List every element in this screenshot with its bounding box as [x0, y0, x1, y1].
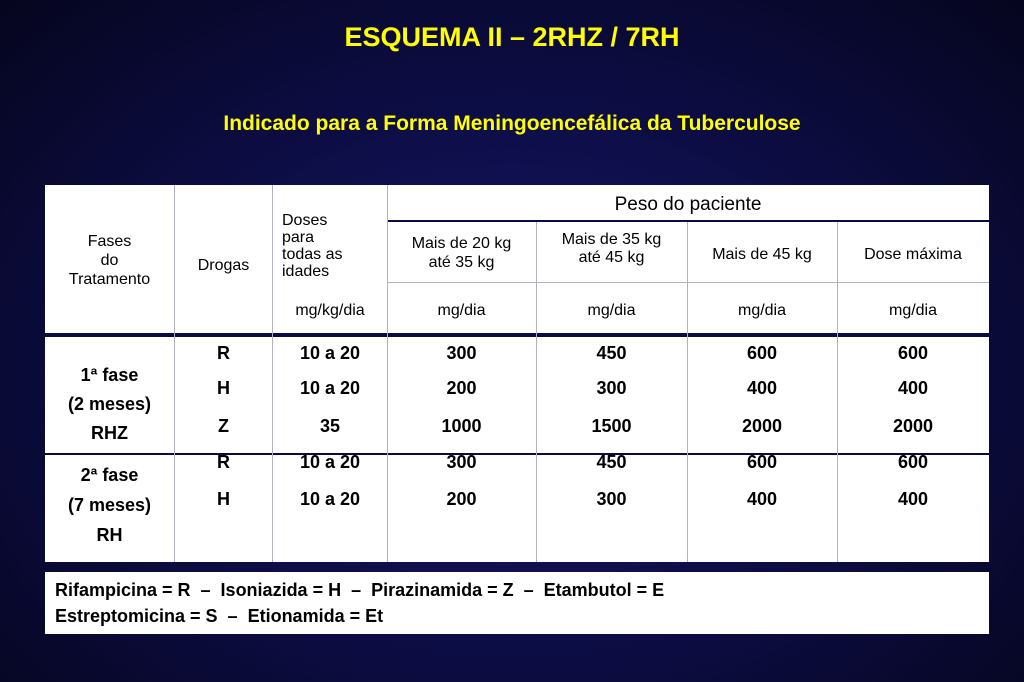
p2-r1-v4: 600: [897, 452, 929, 472]
p1-r1-drug: R: [217, 343, 230, 363]
header-fases-line2: do: [100, 252, 119, 269]
legend-line-1: Rifampicina = R – Isoniazida = H – Pirazinamida = Z – Etambutol = E: [55, 580, 665, 600]
p2-r2-v2: 300: [596, 489, 627, 509]
p1-r1-v2: 450: [596, 343, 627, 363]
weight-col-2-unit: mg/dia: [587, 302, 636, 319]
legend-line-2: Estreptomicina = S – Etionamida = Et: [55, 606, 384, 626]
header-doses-line3: todas as: [282, 246, 343, 263]
weight-col-1-label: [387, 234, 536, 272]
p1-r1-v4: 600: [897, 343, 929, 363]
p1-r3-v2: 1500: [591, 416, 632, 436]
p1-r3-v4: 2000: [892, 416, 934, 436]
header-doses: [282, 212, 387, 280]
header-peso: Peso do paciente: [614, 194, 762, 215]
p1-r3-dose: 35: [319, 416, 341, 436]
p2-r2-v1: 200: [446, 489, 477, 509]
weight-col-3-label: Mais de 45 kg: [712, 246, 812, 263]
weight-col-2-label: [536, 231, 687, 267]
phase-2-line1: 2ª fase: [80, 465, 139, 485]
weight-col-1-line1: Mais de 20 kg: [411, 235, 512, 252]
phase-2-label: [45, 460, 174, 550]
weight-col-4-unit: mg/dia: [888, 302, 938, 319]
p2-r1-v3: 600: [746, 452, 778, 472]
p1-r2-drug: H: [217, 378, 230, 398]
slide-title: ESQUEMA II – 2RHZ / 7RH: [344, 22, 680, 52]
p1-r2-v2: 300: [596, 378, 627, 398]
header-fases-line1: Fases: [87, 233, 132, 250]
treatment-table: [45, 185, 989, 562]
phase-2-line3: RH: [96, 525, 123, 545]
weight-col-4-label: Dose máxima: [864, 246, 962, 263]
p1-r2-v3: 400: [746, 378, 778, 398]
p1-r1-dose: 10 a 20: [299, 343, 361, 363]
weight-col-1-unit: mg/dia: [437, 302, 486, 319]
weight-col-2-line1: Mais de 35 kg: [561, 231, 662, 248]
slide-subtitle: Indicado para a Forma Meningoencefálica da Tuberculose: [223, 112, 801, 135]
phase-1-line2: (2 meses): [67, 394, 152, 414]
p2-r1-v1: 300: [446, 452, 477, 472]
header-drogas: Drogas: [197, 257, 250, 274]
p2-r1-drug: R: [217, 452, 230, 472]
weight-col-2-line2: até 45 kg: [578, 249, 645, 266]
header-doses-unit: mg/kg/dia: [295, 302, 365, 319]
p2-r2-drug: H: [217, 489, 230, 509]
p1-r2-v1: 200: [446, 378, 477, 398]
drug-legend: [45, 572, 989, 634]
p1-r3-v3: 2000: [741, 416, 783, 436]
p1-r2-v4: 400: [897, 378, 929, 398]
phase-2-line2: (7 meses): [67, 495, 152, 515]
p1-r3-v1: 1000: [441, 416, 482, 436]
header-fases-line3: Tratamento: [68, 271, 151, 288]
p1-r1-v3: 600: [746, 343, 778, 363]
header-doses-line1: Doses: [282, 212, 328, 229]
p2-r2-v4: 400: [897, 489, 929, 509]
phase-1-label: [45, 361, 174, 448]
weight-col-3-unit: mg/dia: [737, 302, 787, 319]
p1-r2-dose: 10 a 20: [299, 378, 361, 398]
p1-r1-v1: 300: [446, 343, 477, 363]
header-fases: [45, 232, 174, 289]
header-doses-line4: idades: [282, 263, 330, 280]
p2-r2-dose: 10 a 20: [299, 489, 361, 509]
weight-col-1-line2: até 35 kg: [428, 254, 495, 271]
header-doses-line2: para: [282, 229, 315, 246]
p1-r3-drug: Z: [218, 416, 229, 436]
p2-r1-dose: 10 a 20: [299, 452, 361, 472]
phase-1-line3: RHZ: [91, 423, 128, 443]
p2-r1-v2: 450: [596, 452, 627, 472]
phase-1-line1: 1ª fase: [80, 365, 139, 385]
p2-r2-v3: 400: [746, 489, 778, 509]
